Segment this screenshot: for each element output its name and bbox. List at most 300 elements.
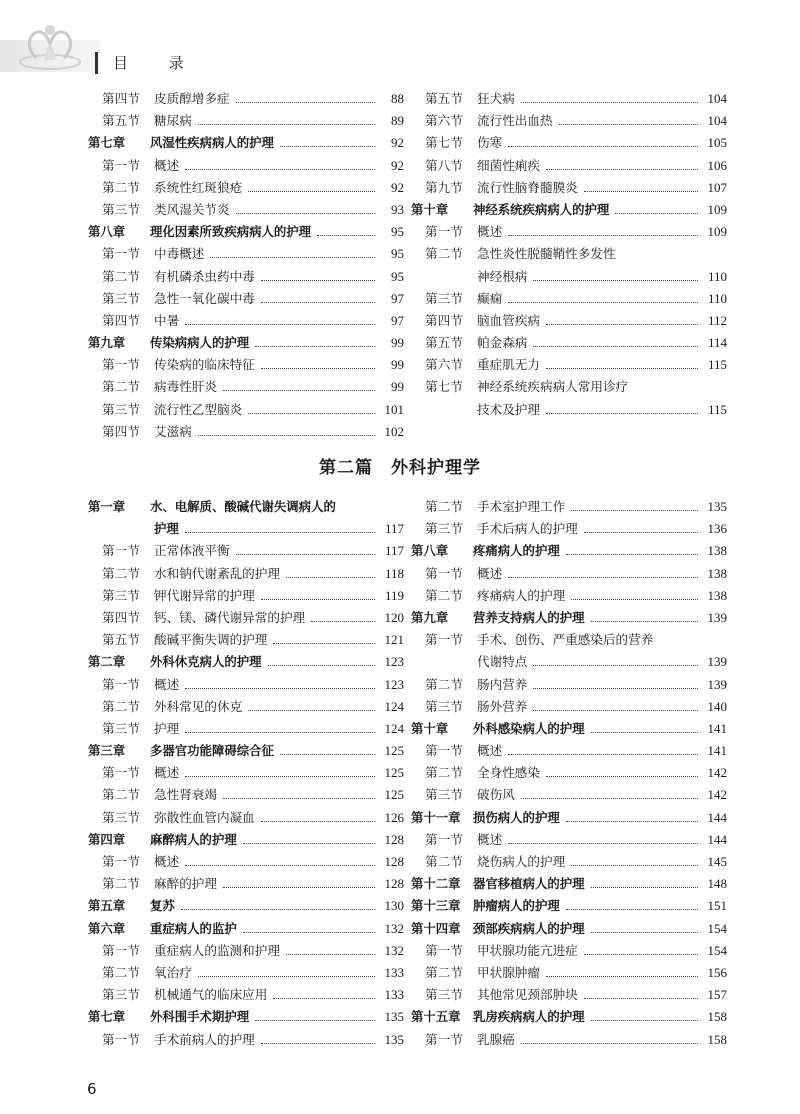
toc-entry-label: 第二节 bbox=[102, 565, 140, 581]
dot-leader bbox=[181, 908, 375, 910]
toc-section-entry[interactable] bbox=[411, 518, 727, 540]
toc-entry-label: 第二节 bbox=[425, 854, 463, 869]
toc-entry-label: 第二节 bbox=[425, 246, 463, 262]
toc-entry-title: 乳腺癌 bbox=[477, 1031, 515, 1047]
toc-entry-title: 乳房疾病病人的护理 bbox=[473, 1009, 585, 1025]
toc-entry-title: 手术前病人的护理 bbox=[154, 1031, 255, 1047]
toc-section-entry[interactable] bbox=[411, 288, 727, 310]
toc-section-entry[interactable] bbox=[411, 354, 727, 376]
toc-section-entry[interactable] bbox=[411, 696, 727, 718]
toc-entry-page: 104 bbox=[707, 91, 727, 106]
toc-section-entry[interactable] bbox=[411, 585, 727, 607]
toc-entry-title: 疼痛病人的护理 bbox=[473, 543, 560, 559]
toc-entry-label: 第十一章 bbox=[411, 809, 461, 825]
toc-entry-title: 糖尿病 bbox=[154, 113, 192, 129]
toc-entry-title: 外科感染病人的护理 bbox=[473, 720, 585, 736]
toc-section-entry[interactable] bbox=[88, 984, 404, 1006]
toc-entry-page: 139 bbox=[707, 654, 727, 670]
dot-leader bbox=[546, 168, 698, 170]
toc-entry-page: 97 bbox=[391, 290, 404, 306]
toc-entry-label: 第一章 bbox=[88, 499, 126, 514]
toc-entry-title: 急性肾衰竭 bbox=[154, 787, 217, 803]
toc-entry-title: 护理 bbox=[154, 720, 180, 736]
dot-leader bbox=[559, 123, 698, 125]
toc-entry-label: 第三节 bbox=[425, 521, 463, 537]
toc-section-entry[interactable] bbox=[411, 132, 727, 154]
toc-entry-page: 125 bbox=[384, 787, 404, 803]
dot-leader bbox=[591, 1019, 698, 1021]
dot-leader bbox=[546, 775, 698, 777]
dot-leader bbox=[255, 345, 375, 347]
toc-entry-title: 复苏 bbox=[150, 898, 175, 914]
toc-chapter-entry[interactable] bbox=[411, 873, 727, 895]
toc-entry-page: 128 bbox=[384, 831, 404, 847]
toc-chapter-entry[interactable] bbox=[88, 332, 404, 354]
toc-chapter-entry[interactable] bbox=[411, 895, 727, 917]
toc-entry-title: 狂犬病 bbox=[477, 91, 515, 106]
toc-section-entry[interactable] bbox=[411, 310, 727, 332]
dot-leader bbox=[546, 975, 698, 977]
dot-leader bbox=[185, 731, 375, 733]
dot-leader bbox=[185, 531, 375, 533]
toc-section-entry[interactable] bbox=[411, 110, 727, 132]
dot-leader bbox=[286, 953, 375, 955]
toc-entry-title: 中毒概述 bbox=[154, 246, 205, 262]
toc-entry-label: 第八章 bbox=[88, 224, 126, 240]
dot-leader bbox=[533, 345, 698, 347]
toc-entry-title: 流行性出血热 bbox=[477, 113, 553, 129]
toc-entry-label: 第四章 bbox=[88, 831, 126, 847]
dot-leader bbox=[533, 664, 698, 666]
toc-entry-label: 第七章 bbox=[88, 135, 126, 151]
toc-entry-page: 93 bbox=[391, 201, 404, 217]
toc-chapter-entry[interactable] bbox=[88, 496, 404, 518]
toc-section-entry[interactable] bbox=[88, 376, 404, 398]
toc-column-bottom-left bbox=[88, 496, 404, 1051]
toc-entry-title: 类风湿关节炎 bbox=[154, 201, 230, 217]
toc-entry-title: 流行性脑脊髓膜炎 bbox=[477, 179, 578, 195]
toc-entry-page: 138 bbox=[707, 565, 727, 581]
toc-section-entry[interactable] bbox=[88, 310, 404, 332]
toc-section-entry[interactable] bbox=[411, 784, 727, 806]
toc-entry-label: 第六节 bbox=[425, 357, 463, 373]
toc-chapter-entry[interactable] bbox=[88, 1006, 404, 1028]
toc-entry-page: 124 bbox=[384, 720, 404, 736]
toc-entry-label: 第一节 bbox=[102, 157, 140, 173]
toc-entry-label: 第五节 bbox=[425, 335, 463, 351]
toc-chapter-entry[interactable] bbox=[88, 132, 404, 154]
dot-leader bbox=[261, 279, 375, 281]
page-header bbox=[0, 0, 800, 82]
toc-chapter-entry[interactable] bbox=[411, 1006, 727, 1028]
toc-entry-page: 92 bbox=[391, 179, 404, 195]
toc-entry-page: 95 bbox=[391, 224, 404, 240]
toc-section-entry[interactable] bbox=[88, 962, 404, 984]
dot-leader bbox=[508, 145, 698, 147]
toc-entry-page: 136 bbox=[707, 521, 727, 537]
toc-entry-page: 128 bbox=[384, 854, 404, 869]
toc-section-entry[interactable] bbox=[88, 540, 404, 562]
toc-section-entry[interactable] bbox=[88, 266, 404, 288]
header-divider bbox=[95, 52, 98, 74]
toc-entry-label: 第七节 bbox=[425, 379, 463, 395]
toc-entry-title: 艾滋病 bbox=[154, 423, 192, 439]
toc-entry-title: 代谢特点 bbox=[477, 654, 528, 670]
dot-leader bbox=[591, 731, 698, 733]
toc-section-entry[interactable] bbox=[411, 243, 727, 265]
toc-entry-page: 99 bbox=[391, 379, 404, 395]
toc-entry-title: 皮质醇增多症 bbox=[154, 91, 230, 106]
toc-entry-title: 脑血管疾病 bbox=[477, 312, 540, 328]
toc-section-entry[interactable] bbox=[88, 674, 404, 696]
toc-entry-title: 神经根病 bbox=[477, 268, 528, 284]
toc-entry-page: 142 bbox=[707, 787, 727, 803]
toc-entry-page: 138 bbox=[707, 543, 727, 559]
toc-column-bottom-right bbox=[411, 496, 727, 1051]
toc-entry-title: 烧伤病人的护理 bbox=[477, 854, 566, 869]
nursing-logo-icon bbox=[14, 18, 86, 78]
toc-entry-title: 颈部疾病病人的护理 bbox=[473, 920, 585, 936]
toc-chapter-entry[interactable] bbox=[411, 807, 727, 829]
toc-chapter-entry[interactable] bbox=[88, 651, 404, 673]
dot-leader bbox=[243, 931, 375, 933]
toc-entry-label: 第七节 bbox=[425, 135, 463, 151]
toc-entry-title: 神经系统疾病病人常用诊疗 bbox=[477, 379, 629, 395]
toc-entry-label: 第九章 bbox=[88, 335, 126, 351]
toc-entry-label: 第五节 bbox=[102, 113, 140, 129]
toc-section-entry[interactable] bbox=[411, 651, 727, 673]
toc-entry-label: 第四节 bbox=[102, 423, 140, 439]
toc-section-entry[interactable] bbox=[88, 940, 404, 962]
dot-leader bbox=[571, 598, 698, 600]
toc-entry-page: 97 bbox=[391, 312, 404, 328]
toc-entry-label: 第三节 bbox=[102, 987, 140, 1003]
toc-section-entry[interactable] bbox=[88, 88, 404, 110]
toc-section-entry[interactable] bbox=[88, 155, 404, 177]
toc-entry-page: 130 bbox=[384, 898, 404, 914]
toc-section-entry[interactable] bbox=[88, 762, 404, 784]
toc-entry-label: 第一节 bbox=[102, 357, 140, 373]
dot-leader bbox=[255, 1019, 375, 1021]
toc-entry-title: 概述 bbox=[477, 224, 503, 240]
toc-section-entry[interactable] bbox=[411, 155, 727, 177]
toc-entry-label: 第三节 bbox=[425, 698, 463, 714]
toc-entry-title: 伤寒 bbox=[477, 135, 503, 151]
toc-section-entry[interactable] bbox=[88, 851, 404, 873]
toc-section-entry[interactable] bbox=[88, 354, 404, 376]
dot-leader bbox=[584, 531, 698, 533]
toc-entry-page: 135 bbox=[384, 1009, 404, 1025]
toc-entry-label: 第三节 bbox=[425, 987, 463, 1003]
toc-entry-page: 115 bbox=[707, 357, 727, 373]
toc-entry-page: 144 bbox=[707, 809, 727, 825]
toc-entry-page: 135 bbox=[707, 499, 727, 514]
toc-entry-page: 102 bbox=[384, 423, 404, 439]
toc-section-entry[interactable] bbox=[411, 88, 727, 110]
dot-leader bbox=[268, 664, 375, 666]
toc-entry-title: 手术后病人的护理 bbox=[477, 521, 578, 537]
toc-entry-title: 病毒性肝炎 bbox=[154, 379, 217, 395]
dot-leader bbox=[185, 323, 375, 325]
toc-entry-title: 神经系统疾病病人的护理 bbox=[473, 201, 610, 217]
toc-entry-label: 第六章 bbox=[88, 920, 126, 936]
toc-entry-page: 95 bbox=[391, 268, 404, 284]
toc-entry-title: 护理 bbox=[154, 521, 179, 537]
toc-section-entry[interactable] bbox=[88, 629, 404, 651]
toc-section-entry[interactable] bbox=[88, 585, 404, 607]
toc-chapter-entry[interactable] bbox=[88, 740, 404, 762]
toc-section-entry[interactable] bbox=[411, 563, 727, 585]
toc-entry-title: 概述 bbox=[154, 854, 180, 869]
dot-leader bbox=[571, 509, 698, 511]
toc-chapter-entry[interactable] bbox=[411, 199, 727, 221]
dot-leader bbox=[584, 190, 698, 192]
toc-entry-title: 氧治疗 bbox=[154, 964, 192, 980]
toc-entry-page: 145 bbox=[707, 854, 727, 869]
toc-entry-title: 营养支持病人的护理 bbox=[473, 609, 585, 625]
toc-entry-page: 89 bbox=[391, 113, 404, 129]
page-header-title: 目 录 bbox=[113, 54, 202, 72]
toc-section-entry[interactable] bbox=[88, 421, 404, 443]
toc-entry-title: 全身性感染 bbox=[477, 765, 540, 781]
toc-section-entry[interactable] bbox=[88, 873, 404, 895]
toc-chapter-entry[interactable] bbox=[88, 221, 404, 243]
toc-entry-label: 第一节 bbox=[425, 565, 463, 581]
toc-entry-page: 133 bbox=[384, 987, 404, 1003]
dot-leader bbox=[261, 301, 375, 303]
toc-entry-title: 细菌性痢疾 bbox=[477, 157, 540, 173]
toc-entry-label: 第一节 bbox=[102, 854, 140, 869]
toc-chapter-entry[interactable] bbox=[411, 607, 727, 629]
dot-leader bbox=[584, 953, 698, 955]
toc-entry-page: 123 bbox=[384, 676, 404, 692]
toc-entry-title: 概述 bbox=[154, 157, 180, 173]
toc-chapter-entry[interactable] bbox=[88, 895, 404, 917]
toc-entry-title: 弥散性血管内凝血 bbox=[154, 809, 255, 825]
toc-section-entry[interactable] bbox=[411, 629, 727, 651]
toc-entry-page: 151 bbox=[707, 898, 727, 914]
toc-section-entry[interactable] bbox=[411, 496, 727, 518]
toc-entry-label: 第一节 bbox=[102, 246, 140, 262]
toc-entry-title: 其他常见颈部肿块 bbox=[477, 987, 578, 1003]
toc-entry-label: 第十三章 bbox=[411, 898, 461, 914]
toc-entry-title: 损伤病人的护理 bbox=[473, 809, 560, 825]
toc-entry-title: 肠外营养 bbox=[477, 698, 528, 714]
toc-entry-page: 92 bbox=[391, 135, 404, 151]
dot-leader bbox=[566, 553, 698, 555]
toc-entry-title: 外科休克病人的护理 bbox=[150, 654, 262, 670]
toc-entry-title: 麻醉病人的护理 bbox=[150, 831, 237, 847]
toc-entry-label: 第二章 bbox=[88, 654, 126, 670]
toc-entry-page: 92 bbox=[391, 157, 404, 173]
toc-entry-title: 麻醉的护理 bbox=[154, 876, 217, 892]
toc-section-entry[interactable] bbox=[88, 243, 404, 265]
toc-entry-page: 123 bbox=[384, 654, 404, 670]
toc-section-entry[interactable] bbox=[411, 984, 727, 1006]
toc-entry-title: 机械通气的临床应用 bbox=[154, 987, 268, 1003]
toc-section-entry[interactable] bbox=[411, 851, 727, 873]
toc-entry-page: 110 bbox=[707, 290, 727, 306]
toc-entry-page: 99 bbox=[391, 335, 404, 351]
toc-section-entry[interactable] bbox=[88, 607, 404, 629]
toc-entry-title: 酸碱平衡失调的护理 bbox=[154, 632, 268, 648]
toc-section-entry[interactable] bbox=[88, 288, 404, 310]
toc-section-entry[interactable] bbox=[411, 221, 727, 243]
toc-section-entry[interactable] bbox=[88, 784, 404, 806]
toc-section-entry[interactable] bbox=[411, 332, 727, 354]
toc-entry-page: 154 bbox=[707, 942, 727, 958]
toc-entry-page: 128 bbox=[384, 876, 404, 892]
toc-section-entry[interactable] bbox=[411, 740, 727, 762]
toc-section-entry[interactable] bbox=[88, 718, 404, 740]
dot-leader bbox=[236, 212, 375, 214]
toc-entry-title: 传染病病人的护理 bbox=[150, 335, 250, 351]
toc-entry-label: 第五章 bbox=[88, 898, 126, 914]
dot-leader bbox=[508, 753, 698, 755]
toc-entry-label: 第三节 bbox=[102, 290, 140, 306]
toc-entry-title: 中暑 bbox=[154, 312, 180, 328]
toc-entry-title: 理化因素所致疾病病人的护理 bbox=[150, 224, 312, 240]
toc-section-entry[interactable] bbox=[411, 940, 727, 962]
toc-entry-label: 第三节 bbox=[102, 809, 140, 825]
toc-entry-title: 甲状腺肿瘤 bbox=[477, 964, 540, 980]
toc-entry-label: 第一节 bbox=[102, 676, 140, 692]
dot-leader bbox=[508, 576, 698, 578]
toc-entry-label: 第三节 bbox=[102, 587, 140, 603]
toc-column-top-left bbox=[88, 88, 404, 443]
toc-chapter-entry[interactable] bbox=[88, 829, 404, 851]
toc-entry-label: 第四节 bbox=[102, 609, 140, 625]
toc-column-top-right bbox=[411, 88, 727, 421]
dot-leader bbox=[280, 145, 375, 147]
toc-entry-label: 第一节 bbox=[425, 942, 463, 958]
toc-entry-label: 第三节 bbox=[425, 290, 463, 306]
toc-entry-page: 135 bbox=[384, 1031, 404, 1047]
toc-entry-label: 第十四章 bbox=[411, 920, 461, 936]
dot-leader bbox=[566, 908, 698, 910]
toc-entry-page: 154 bbox=[707, 920, 727, 936]
toc-entry-label: 第一节 bbox=[425, 1031, 463, 1047]
toc-entry-page: 118 bbox=[384, 565, 404, 581]
toc-entry-label: 第二节 bbox=[425, 587, 463, 603]
toc-entry-page: 158 bbox=[707, 1009, 727, 1025]
toc-entry-label: 第二节 bbox=[102, 964, 140, 980]
toc-entry-title: 手术、创伤、严重感染后的营养 bbox=[477, 632, 654, 648]
dot-leader bbox=[311, 620, 375, 622]
toc-section-entry[interactable] bbox=[88, 1029, 404, 1051]
toc-chapter-entry[interactable] bbox=[411, 918, 727, 940]
toc-entry-title: 传染病的临床特征 bbox=[154, 357, 255, 373]
toc-entry-title: 手术室护理工作 bbox=[477, 499, 566, 514]
toc-entry-label: 第九节 bbox=[425, 179, 463, 195]
toc-section-entry[interactable] bbox=[411, 674, 727, 696]
toc-entry-title: 外科常见的休克 bbox=[154, 698, 243, 714]
toc-entry-title: 概述 bbox=[477, 831, 503, 847]
part-title: 第二篇 外科护理学 bbox=[319, 458, 481, 478]
toc-section-entry[interactable] bbox=[411, 1029, 727, 1051]
toc-section-entry[interactable] bbox=[88, 518, 404, 540]
toc-entry-label: 第三节 bbox=[102, 720, 140, 736]
toc-entry-title: 外科围手术期护理 bbox=[150, 1009, 250, 1025]
toc-entry-label: 第一节 bbox=[425, 224, 463, 240]
toc-entry-label: 第二节 bbox=[102, 179, 140, 195]
toc-section-entry[interactable] bbox=[88, 199, 404, 221]
toc-entry-title: 重症病人的监测和护理 bbox=[154, 942, 280, 958]
dot-leader bbox=[546, 367, 698, 369]
toc-entry-title: 帕金森病 bbox=[477, 335, 528, 351]
toc-entry-page: 125 bbox=[384, 765, 404, 781]
toc-entry-label: 第四节 bbox=[102, 91, 140, 106]
toc-entry-title: 重症肌无力 bbox=[477, 357, 540, 373]
toc-entry-page: 141 bbox=[707, 720, 727, 736]
toc-section-entry[interactable] bbox=[411, 399, 727, 421]
dot-leader bbox=[571, 864, 698, 866]
toc-section-entry[interactable] bbox=[88, 696, 404, 718]
toc-entry-label: 第一节 bbox=[102, 765, 140, 781]
toc-entry-label: 第八节 bbox=[425, 157, 463, 173]
toc-entry-title: 器官移植病人的护理 bbox=[473, 876, 585, 892]
toc-entry-title: 破伤风 bbox=[477, 787, 515, 803]
toc-section-entry[interactable] bbox=[411, 829, 727, 851]
dot-leader bbox=[223, 389, 375, 391]
toc-section-entry[interactable] bbox=[411, 762, 727, 784]
toc-entry-page: 101 bbox=[384, 401, 404, 417]
toc-chapter-entry[interactable] bbox=[411, 540, 727, 562]
toc-section-entry[interactable] bbox=[411, 177, 727, 199]
toc-section-entry[interactable] bbox=[88, 807, 404, 829]
toc-entry-title: 钙、镁、磷代谢异常的护理 bbox=[154, 609, 306, 625]
dot-leader bbox=[591, 931, 698, 933]
toc-section-entry[interactable] bbox=[88, 399, 404, 421]
toc-entry-page: 132 bbox=[384, 942, 404, 958]
toc-entry-page: 88 bbox=[391, 91, 404, 106]
dot-leader bbox=[198, 123, 375, 125]
toc-entry-title: 急性炎性脱髓鞘性多发性 bbox=[477, 246, 616, 262]
toc-entry-label: 第二节 bbox=[102, 787, 140, 803]
toc-section-entry[interactable] bbox=[411, 266, 727, 288]
dot-leader bbox=[185, 775, 375, 777]
dot-leader bbox=[615, 212, 698, 214]
dot-leader bbox=[261, 367, 375, 369]
toc-section-entry[interactable] bbox=[411, 376, 727, 398]
toc-entry-page: 99 bbox=[391, 357, 404, 373]
toc-entry-page: 104 bbox=[707, 113, 727, 129]
toc-entry-title: 重症病人的监护 bbox=[150, 920, 237, 936]
toc-section-entry[interactable] bbox=[88, 563, 404, 585]
dot-leader bbox=[236, 553, 375, 555]
dot-leader bbox=[508, 301, 698, 303]
toc-section-entry[interactable] bbox=[88, 110, 404, 132]
toc-entry-title: 风湿性疾病病人的护理 bbox=[150, 135, 274, 151]
toc-section-entry[interactable] bbox=[411, 962, 727, 984]
toc-entry-label: 第十章 bbox=[411, 720, 449, 736]
toc-entry-page: 139 bbox=[707, 676, 727, 692]
toc-section-entry[interactable] bbox=[88, 177, 404, 199]
dot-leader bbox=[280, 753, 375, 755]
toc-entry-label: 第一节 bbox=[425, 831, 463, 847]
toc-entry-label: 第五节 bbox=[102, 632, 140, 648]
toc-entry-page: 95 bbox=[391, 246, 404, 262]
toc-entry-title: 有机磷杀虫药中毒 bbox=[154, 268, 255, 284]
toc-chapter-entry[interactable] bbox=[88, 918, 404, 940]
toc-entry-label: 第二节 bbox=[425, 676, 463, 692]
dot-leader bbox=[591, 886, 698, 888]
toc-entry-label: 第二节 bbox=[102, 698, 140, 714]
toc-chapter-entry[interactable] bbox=[411, 718, 727, 740]
toc-entry-page: 132 bbox=[384, 920, 404, 936]
toc-entry-page: 119 bbox=[384, 587, 404, 603]
dot-leader bbox=[317, 234, 375, 236]
